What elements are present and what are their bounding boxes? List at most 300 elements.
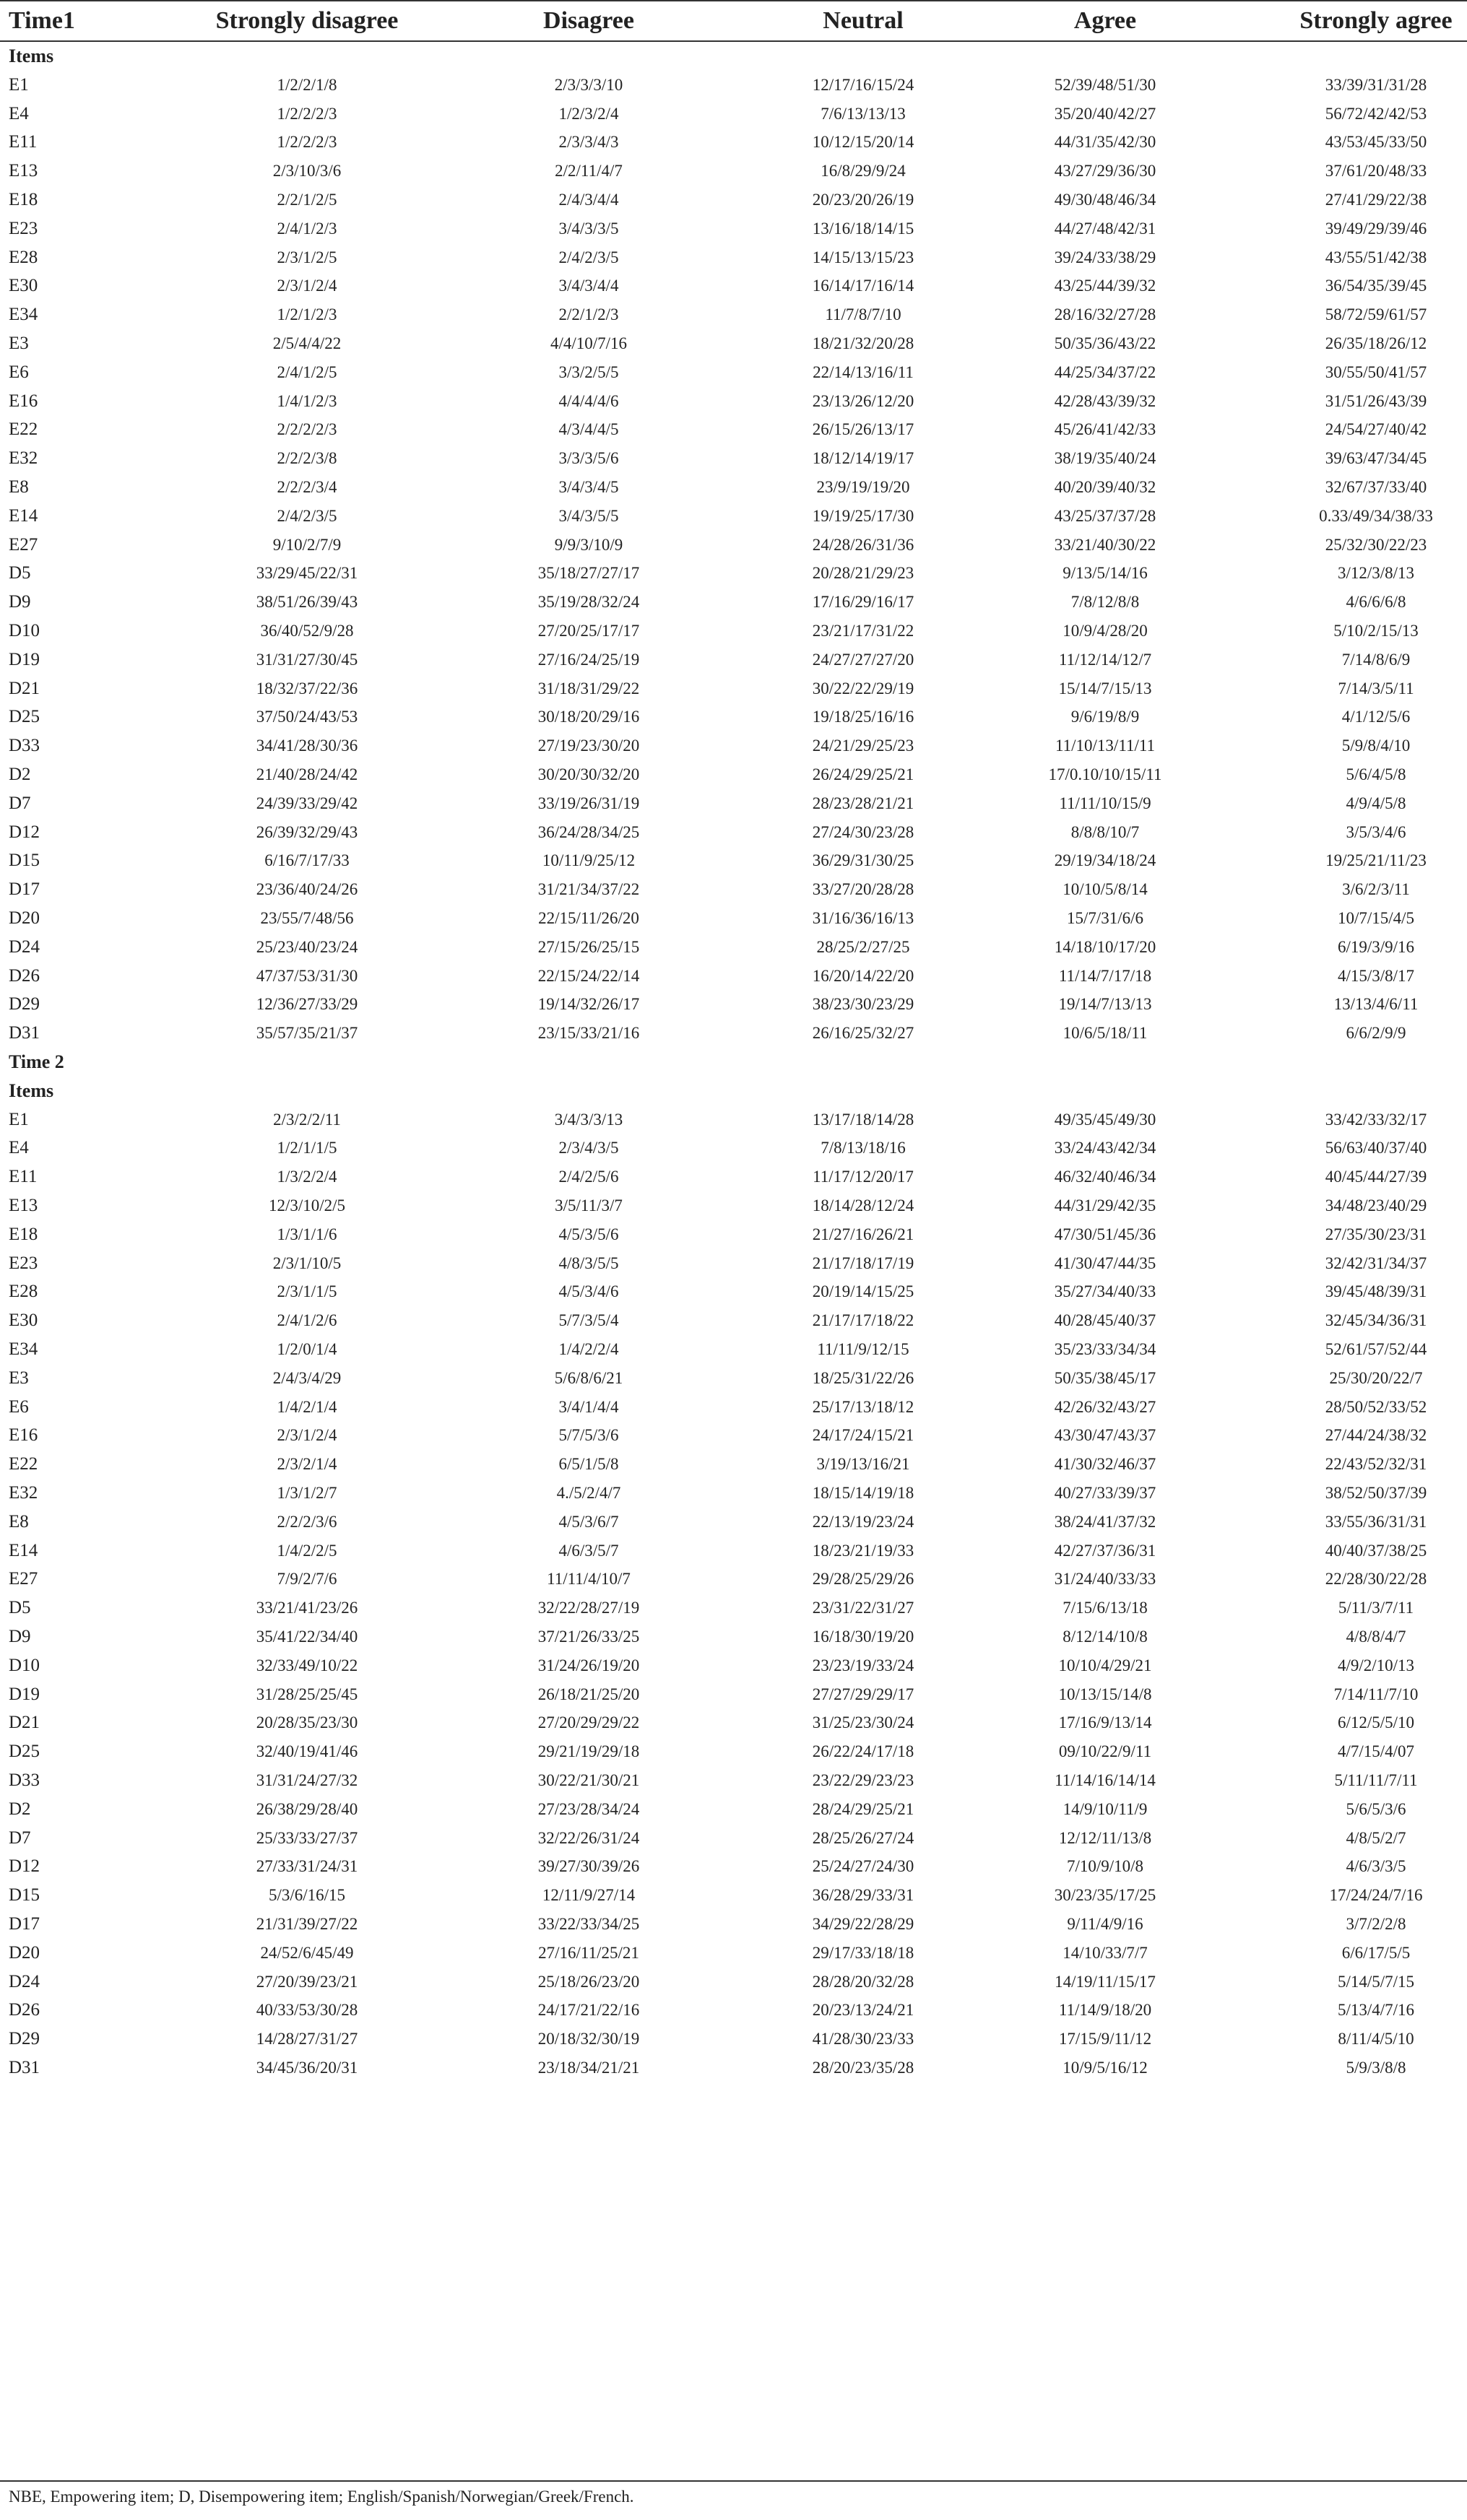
table-cell: 10/7/15/4/5 xyxy=(1337,909,1415,927)
table-cell: 1/2/1/1/5 xyxy=(277,1139,337,1157)
table-row xyxy=(0,2025,1467,2054)
table-cell: 2/4/2/3/5 xyxy=(558,248,619,266)
item-label: E3 xyxy=(9,1368,29,1388)
table-cell: 1/3/2/2/4 xyxy=(277,1168,337,1186)
table-cell: 09/10/22/9/11 xyxy=(1058,1742,1152,1761)
table-cell: 2/2/1/2/5 xyxy=(277,191,337,209)
table-cell: 7/6/13/13/13 xyxy=(821,104,906,123)
item-label: D9 xyxy=(9,1627,31,1646)
table-cell: 10/9/5/16/12 xyxy=(1063,2059,1148,2077)
table-row xyxy=(0,358,1467,387)
table-row xyxy=(0,846,1467,875)
table-row xyxy=(0,933,1467,962)
table-cell: 23/31/22/31/27 xyxy=(812,1599,914,1617)
table-cell: 2/4/1/2/5 xyxy=(277,362,337,381)
section-label: Items xyxy=(9,1079,54,1101)
table-row xyxy=(0,1220,1467,1249)
table-cell: 16/8/29/9/24 xyxy=(821,162,906,181)
table-cell: 4/3/4/4/5 xyxy=(558,420,619,439)
item-label: E6 xyxy=(9,362,29,382)
table-cell: 1/4/2/1/4 xyxy=(277,1397,337,1416)
table-cell: 9/11/4/9/16 xyxy=(1067,1915,1143,1933)
table-cell: 23/15/33/21/16 xyxy=(537,1024,640,1043)
table-cell: 25/23/40/23/24 xyxy=(256,937,358,956)
table-row xyxy=(0,789,1467,818)
table-cell: 5/9/3/8/8 xyxy=(1346,2059,1406,2077)
table-row xyxy=(0,300,1467,329)
table-cell: 11/17/12/20/17 xyxy=(813,1168,914,1186)
table-cell: 32/22/26/31/24 xyxy=(537,1828,640,1847)
table-cell: 11/14/16/14/14 xyxy=(1055,1771,1156,1789)
table-cell: 10/12/15/20/14 xyxy=(812,133,914,152)
item-label: E18 xyxy=(9,1224,38,1244)
table-cell: 39/24/33/38/29 xyxy=(1054,248,1156,266)
table-cell: 8/8/8/10/7 xyxy=(1070,822,1140,841)
table-cell: 31/28/25/25/45 xyxy=(256,1685,358,1703)
header-agree: Agree xyxy=(1073,7,1137,34)
table-row xyxy=(0,1393,1467,1422)
table-cell: 38/24/41/37/32 xyxy=(1054,1512,1156,1531)
table-cell: 52/61/57/52/44 xyxy=(1325,1340,1427,1358)
table-cell: 14/28/27/31/27 xyxy=(256,2030,358,2048)
table-cell: 33/39/31/31/28 xyxy=(1325,75,1427,94)
table-cell: 16/18/30/19/20 xyxy=(812,1628,914,1646)
table-row xyxy=(0,760,1467,789)
table-cell: 33/55/36/31/31 xyxy=(1325,1512,1427,1531)
table-cell: 19/14/7/13/13 xyxy=(1058,995,1152,1014)
table-cell: 47/37/53/31/30 xyxy=(256,966,358,985)
table-cell: 22/14/13/16/11 xyxy=(813,362,914,381)
table-cell: 2/2/11/4/7 xyxy=(555,162,623,181)
table-cell: 27/27/29/29/17 xyxy=(812,1685,914,1703)
table-cell: 18/21/32/20/28 xyxy=(812,334,914,352)
table-cell: 6/5/1/5/8 xyxy=(558,1455,619,1474)
table-cell: 30/23/35/17/25 xyxy=(1054,1886,1156,1905)
table-cell: 10/11/9/25/12 xyxy=(542,851,636,870)
item-label: D12 xyxy=(9,822,40,842)
table-cell: 18/15/14/19/18 xyxy=(812,1484,914,1502)
table-cell: 1/2/2/1/8 xyxy=(277,75,337,94)
table-cell: 25/33/33/27/37 xyxy=(256,1828,358,1847)
table-cell: 5/6/4/5/8 xyxy=(1346,765,1406,783)
table-cell: 31/31/24/27/32 xyxy=(256,1771,358,1789)
item-label: E34 xyxy=(9,305,38,325)
table-cell: 27/33/31/24/31 xyxy=(256,1857,358,1876)
table-cell: 3/6/2/3/11 xyxy=(1342,880,1410,899)
table-cell: 29/21/19/29/18 xyxy=(537,1742,640,1761)
table-cell: 30/20/30/32/20 xyxy=(537,765,640,783)
table-cell: 27/15/26/25/15 xyxy=(537,937,640,956)
table-cell: 44/31/29/42/35 xyxy=(1054,1196,1156,1215)
table-cell: 5/11/3/7/11 xyxy=(1338,1599,1414,1617)
table-cell: 2/3/10/3/6 xyxy=(272,162,342,181)
item-label: D15 xyxy=(9,1885,40,1906)
table-cell: 1/2/2/2/3 xyxy=(277,133,337,152)
table-row xyxy=(0,1996,1467,2025)
table-cell: 27/24/30/23/28 xyxy=(812,822,914,841)
table-cell: 43/30/47/43/37 xyxy=(1054,1426,1156,1445)
item-label: D10 xyxy=(9,1655,40,1675)
table-row xyxy=(0,703,1467,731)
table-cell: 2/3/3/3/10 xyxy=(554,75,623,94)
table-cell: 1/2/1/2/3 xyxy=(277,305,337,324)
table-row xyxy=(0,646,1467,674)
table-row xyxy=(0,1537,1467,1565)
table-cell: 43/25/44/39/32 xyxy=(1054,277,1156,295)
table-cell: 31/31/27/30/45 xyxy=(256,650,358,669)
table-cell: 44/25/34/37/22 xyxy=(1054,362,1156,381)
item-label: D31 xyxy=(9,1023,40,1043)
table-cell: 1/3/1/1/6 xyxy=(277,1225,337,1243)
table-cell: 23/18/34/21/21 xyxy=(537,2059,640,2077)
table-cell: 35/41/22/34/40 xyxy=(256,1628,358,1646)
table-cell: 12/12/11/13/8 xyxy=(1058,1828,1152,1847)
item-label: E8 xyxy=(9,477,29,497)
table-cell: 43/27/29/36/30 xyxy=(1054,162,1156,181)
table-cell: 33/29/45/22/31 xyxy=(256,564,358,583)
table-cell: 2/3/1/10/5 xyxy=(272,1254,342,1272)
table-cell: 27/20/39/23/21 xyxy=(256,1972,358,1991)
table-row xyxy=(0,1479,1467,1508)
item-label: E34 xyxy=(9,1339,38,1359)
table-cell: 11/12/14/12/7 xyxy=(1058,650,1152,669)
table-cell: 33/21/40/30/22 xyxy=(1054,535,1156,554)
table-cell: 44/27/48/42/31 xyxy=(1054,219,1156,238)
table-cell: 29/17/33/18/18 xyxy=(812,1943,914,1962)
item-label: D29 xyxy=(9,2029,40,2049)
table-cell: 4./5/2/4/7 xyxy=(556,1484,621,1502)
item-label: D25 xyxy=(9,707,40,727)
table-cell: 12/3/10/2/5 xyxy=(268,1196,346,1215)
table-cell: 14/19/11/15/17 xyxy=(1055,1972,1156,1991)
table-cell: 20/18/32/30/19 xyxy=(537,2030,640,2048)
table-cell: 26/24/29/25/21 xyxy=(812,765,914,783)
table-row xyxy=(0,1910,1467,1939)
table-cell: 14/18/10/17/20 xyxy=(1054,937,1156,956)
item-label: D21 xyxy=(9,1713,40,1733)
table-cell: 15/14/7/15/13 xyxy=(1058,679,1152,698)
table-cell: 21/17/17/18/22 xyxy=(812,1311,914,1330)
table-cell: 7/14/8/6/9 xyxy=(1341,650,1411,669)
item-label: D17 xyxy=(9,1914,40,1934)
table-row xyxy=(0,1450,1467,1479)
table-row xyxy=(0,1852,1467,1881)
table-row xyxy=(0,1680,1467,1709)
table-cell: 27/19/23/30/20 xyxy=(537,737,640,755)
item-label: D19 xyxy=(9,1684,40,1704)
table-cell: 10/6/5/18/11 xyxy=(1063,1024,1148,1043)
item-label: E8 xyxy=(9,1511,29,1531)
table-row xyxy=(0,617,1467,646)
table-cell: 33/42/33/32/17 xyxy=(1325,1110,1427,1129)
table-cell: 4/5/3/4/6 xyxy=(558,1282,619,1301)
table-footnote: NBE, Empowering item; D, Disempowering item; English/Spanish/Norwegian/Greek/French. xyxy=(9,2488,634,2506)
table-cell: 2/5/4/4/22 xyxy=(272,334,342,352)
item-label: E11 xyxy=(9,132,38,152)
item-label: D17 xyxy=(9,879,40,900)
table-cell: 5/6/5/3/6 xyxy=(1346,1799,1406,1818)
item-label: E11 xyxy=(9,1167,38,1187)
table-row xyxy=(0,588,1467,617)
table-cell: 4/9/4/5/8 xyxy=(1346,794,1406,812)
table-cell: 4/6/3/5/7 xyxy=(558,1541,619,1560)
table-cell: 2/4/2/5/6 xyxy=(558,1168,619,1186)
section-row xyxy=(0,42,1467,71)
table-cell: 2/3/2/2/11 xyxy=(273,1110,341,1129)
table-row xyxy=(0,1508,1467,1537)
table-row xyxy=(0,731,1467,760)
table-row xyxy=(0,904,1467,933)
table-cell: 28/20/23/35/28 xyxy=(812,2059,914,2077)
table-row xyxy=(0,329,1467,358)
table-cell: 10/10/4/29/21 xyxy=(1058,1656,1152,1674)
item-label: E4 xyxy=(9,1138,29,1158)
table-cell: 12/11/9/27/14 xyxy=(542,1886,636,1905)
table-cell: 21/27/16/26/21 xyxy=(812,1225,914,1243)
item-label: E30 xyxy=(9,1311,38,1331)
table-cell: 49/35/45/49/30 xyxy=(1054,1110,1156,1129)
item-label: D15 xyxy=(9,851,40,871)
table-cell: 2/4/3/4/4 xyxy=(558,191,619,209)
item-label: D26 xyxy=(9,2000,40,2020)
table-cell: 14/10/33/7/7 xyxy=(1063,1943,1148,1962)
table-row xyxy=(0,387,1467,416)
table-row xyxy=(0,1163,1467,1191)
table-cell: 7/10/9/10/8 xyxy=(1066,1857,1144,1876)
table-cell: 4/4/10/7/16 xyxy=(550,334,628,352)
item-label: D29 xyxy=(9,994,40,1014)
item-label: E28 xyxy=(9,247,38,267)
table-cell: 40/20/39/40/32 xyxy=(1054,478,1156,496)
table-cell: 2/3/3/4/3 xyxy=(558,133,619,152)
table-row xyxy=(0,1622,1467,1651)
item-label: D19 xyxy=(9,649,40,669)
table-cell: 3/4/3/4/4 xyxy=(558,277,619,295)
table-cell: 20/28/35/23/30 xyxy=(256,1713,358,1732)
table-cell: 24/39/33/29/42 xyxy=(256,794,358,812)
table-cell: 39/45/48/39/31 xyxy=(1325,1282,1427,1301)
table-cell: 28/50/52/33/52 xyxy=(1325,1397,1427,1416)
table-cell: 3/3/2/5/5 xyxy=(558,362,619,381)
table-cell: 5/7/5/3/6 xyxy=(558,1426,619,1445)
table-cell: 28/25/26/27/24 xyxy=(812,1828,914,1847)
table-cell: 37/61/20/48/33 xyxy=(1325,162,1427,181)
table-cell: 8/11/4/5/10 xyxy=(1338,2030,1414,2048)
table-cell: 33/27/20/28/28 xyxy=(812,880,914,899)
table-cell: 33/19/26/31/19 xyxy=(537,794,640,812)
table-cell: 20/23/20/26/19 xyxy=(812,191,914,209)
table-cell: 22/15/11/26/20 xyxy=(538,909,639,927)
table-cell: 16/20/14/22/20 xyxy=(812,966,914,985)
table-cell: 40/45/44/27/39 xyxy=(1325,1168,1427,1186)
table-cell: 17/0.10/10/15/11 xyxy=(1048,765,1162,783)
table-row xyxy=(0,186,1467,214)
item-label: E27 xyxy=(9,1569,38,1589)
table-cell: 56/63/40/37/40 xyxy=(1325,1139,1427,1157)
table-cell: 43/25/37/37/28 xyxy=(1054,506,1156,525)
table-cell: 23/23/19/33/24 xyxy=(812,1656,914,1674)
item-label: D26 xyxy=(9,965,40,986)
table-cell: 56/72/42/42/53 xyxy=(1325,104,1427,123)
item-label: E22 xyxy=(9,1454,38,1474)
table-cell: 3/19/13/16/21 xyxy=(816,1455,910,1474)
table-cell: 6/16/7/17/33 xyxy=(264,851,350,870)
table-cell: 22/15/24/22/14 xyxy=(537,966,640,985)
table-cell: 3/4/3/4/5 xyxy=(558,478,619,496)
table-row xyxy=(0,100,1467,129)
table-cell: 36/28/29/33/31 xyxy=(812,1886,914,1905)
table-cell: 25/17/13/18/12 xyxy=(812,1397,914,1416)
table-cell: 11/10/13/11/11 xyxy=(1055,737,1155,755)
item-label: D24 xyxy=(9,937,40,957)
item-label: E23 xyxy=(9,218,38,238)
table-row xyxy=(0,1594,1467,1622)
table-cell: 26/22/24/17/18 xyxy=(812,1742,914,1761)
table-cell: 4/5/3/5/6 xyxy=(558,1225,619,1243)
table-cell: 39/27/30/39/26 xyxy=(537,1857,640,1876)
table-cell: 7/8/13/18/16 xyxy=(821,1139,906,1157)
table-cell: 19/19/25/17/30 xyxy=(812,506,914,525)
item-label: D33 xyxy=(9,1770,40,1790)
table-cell: 7/14/3/5/11 xyxy=(1338,679,1414,698)
item-label: E14 xyxy=(9,1540,38,1560)
table-cell: 10/10/5/8/14 xyxy=(1063,880,1148,899)
item-label: D24 xyxy=(9,1971,40,1991)
table-cell: 39/63/47/34/45 xyxy=(1325,449,1427,468)
table-cell: 32/22/28/27/19 xyxy=(537,1599,640,1617)
item-label: D10 xyxy=(9,621,40,640)
item-label: E32 xyxy=(9,448,38,469)
table-cell: 6/6/2/9/9 xyxy=(1346,1024,1406,1043)
table-cell: 24/52/6/45/49 xyxy=(260,1943,354,1962)
table-cell: 27/23/28/34/24 xyxy=(537,1799,640,1818)
item-label: E6 xyxy=(9,1396,29,1417)
table-cell: 36/29/31/30/25 xyxy=(812,851,914,870)
item-label: D5 xyxy=(9,563,31,583)
table-cell: 8/12/14/10/8 xyxy=(1063,1628,1148,1646)
table-cell: 33/24/43/42/34 xyxy=(1054,1139,1156,1157)
table-cell: 21/31/39/27/22 xyxy=(256,1915,358,1933)
table-cell: 29/19/34/18/24 xyxy=(1054,851,1156,870)
table-cell: 4/15/3/8/17 xyxy=(1337,966,1415,985)
table-cell: 40/33/53/30/28 xyxy=(256,2001,358,2020)
table-cell: 4/6/3/3/5 xyxy=(1346,1857,1406,1876)
table-cell: 3/12/3/8/13 xyxy=(1337,564,1415,583)
table-cell: 31/18/31/29/22 xyxy=(537,679,640,698)
table-row xyxy=(0,818,1467,847)
table-cell: 26/15/26/13/17 xyxy=(812,420,914,439)
table-cell: 5/3/6/16/15 xyxy=(268,1886,346,1905)
table-cell: 13/16/18/14/15 xyxy=(812,219,914,238)
table-row xyxy=(0,473,1467,502)
table-cell: 49/30/48/46/34 xyxy=(1054,191,1156,209)
table-cell: 3/4/3/3/13 xyxy=(554,1110,623,1129)
table-cell: 15/7/31/6/6 xyxy=(1066,909,1144,927)
table-cell: 31/51/26/43/39 xyxy=(1325,391,1427,410)
table-cell: 17/24/24/7/16 xyxy=(1329,1886,1423,1905)
table-cell: 29/28/25/29/26 xyxy=(812,1570,914,1589)
table-cell: 31/24/40/33/33 xyxy=(1054,1570,1156,1589)
table-row xyxy=(0,1019,1467,1048)
table-row xyxy=(0,1364,1467,1393)
table-cell: 10/13/15/14/8 xyxy=(1058,1685,1152,1703)
table-row xyxy=(0,1737,1467,1766)
table-cell: 4/1/12/5/6 xyxy=(1341,708,1411,726)
table-cell: 23/36/40/24/26 xyxy=(256,880,358,899)
table-cell: 7/8/12/8/8 xyxy=(1070,593,1140,612)
table-cell: 27/20/29/29/22 xyxy=(537,1713,640,1732)
table-cell: 45/26/41/42/33 xyxy=(1054,420,1156,439)
table-row xyxy=(0,128,1467,157)
item-label: E18 xyxy=(9,190,38,209)
table-row xyxy=(0,1306,1467,1335)
table-row xyxy=(0,1249,1467,1278)
table-cell: 1/2/0/1/4 xyxy=(277,1340,337,1358)
table-cell: 7/15/6/13/18 xyxy=(1063,1599,1148,1617)
table-cell: 3/7/2/2/8 xyxy=(1346,1915,1406,1933)
table-cell: 4/5/3/6/7 xyxy=(558,1512,619,1531)
table-cell: 2/4/1/2/3 xyxy=(277,219,337,238)
item-label: E16 xyxy=(9,391,38,411)
item-label: D20 xyxy=(9,1942,40,1963)
table-cell: 42/28/43/39/32 xyxy=(1054,391,1156,410)
table-cell: 5/10/2/15/13 xyxy=(1333,622,1419,640)
table-cell: 27/41/29/22/38 xyxy=(1325,191,1427,209)
table-row xyxy=(0,415,1467,444)
table-cell: 4/6/6/6/8 xyxy=(1346,593,1406,612)
table-cell: 4/9/2/10/13 xyxy=(1337,1656,1415,1674)
table-cell: 2/3/1/2/5 xyxy=(277,248,337,266)
table-row xyxy=(0,1651,1467,1680)
table-cell: 4/7/15/4/07 xyxy=(1337,1742,1415,1761)
item-label: E13 xyxy=(9,161,38,181)
item-label: E28 xyxy=(9,1282,38,1302)
table-cell: 17/16/9/13/14 xyxy=(1058,1713,1152,1732)
item-label: E32 xyxy=(9,1483,38,1503)
table-cell: 5/13/4/7/16 xyxy=(1337,2001,1415,2020)
table-cell: 28/28/20/32/28 xyxy=(812,1972,914,1991)
table-cell: 23/55/7/48/56 xyxy=(260,909,354,927)
item-label: D5 xyxy=(9,1598,31,1618)
table-cell: 5/6/8/6/21 xyxy=(554,1368,623,1387)
table-cell: 21/40/28/24/42 xyxy=(256,765,358,783)
table-bottom-rule xyxy=(0,2480,1467,2482)
table-row xyxy=(0,1277,1467,1306)
table-cell: 6/6/17/5/5 xyxy=(1341,1943,1411,1962)
table-cell: 31/24/26/19/20 xyxy=(537,1656,640,1674)
table-cell: 43/53/45/33/50 xyxy=(1325,133,1427,152)
table-cell: 40/28/45/40/37 xyxy=(1054,1311,1156,1330)
table-row xyxy=(0,214,1467,243)
table-cell: 26/39/32/29/43 xyxy=(256,822,358,841)
table-cell: 19/14/32/26/17 xyxy=(537,995,640,1014)
table-cell: 6/12/5/5/10 xyxy=(1337,1713,1415,1732)
table-cell: 27/20/25/17/17 xyxy=(537,622,640,640)
table-cell: 35/20/40/42/27 xyxy=(1054,104,1156,123)
table-cell: 3/4/3/3/5 xyxy=(558,219,619,238)
header-neutral: Neutral xyxy=(823,7,904,34)
table-cell: 50/35/38/45/17 xyxy=(1054,1368,1156,1387)
table-cell: 1/3/1/2/7 xyxy=(277,1484,337,1502)
table-cell: 2/2/2/3/6 xyxy=(277,1512,337,1531)
table-row xyxy=(0,875,1467,904)
table-cell: 42/26/32/43/27 xyxy=(1054,1397,1156,1416)
table-cell: 34/48/23/40/29 xyxy=(1325,1196,1427,1215)
table-cell: 16/14/17/16/14 xyxy=(812,277,914,295)
table-row xyxy=(0,1134,1467,1163)
table-cell: 42/27/37/36/31 xyxy=(1054,1541,1156,1560)
table-cell: 23/22/29/23/23 xyxy=(812,1771,914,1789)
